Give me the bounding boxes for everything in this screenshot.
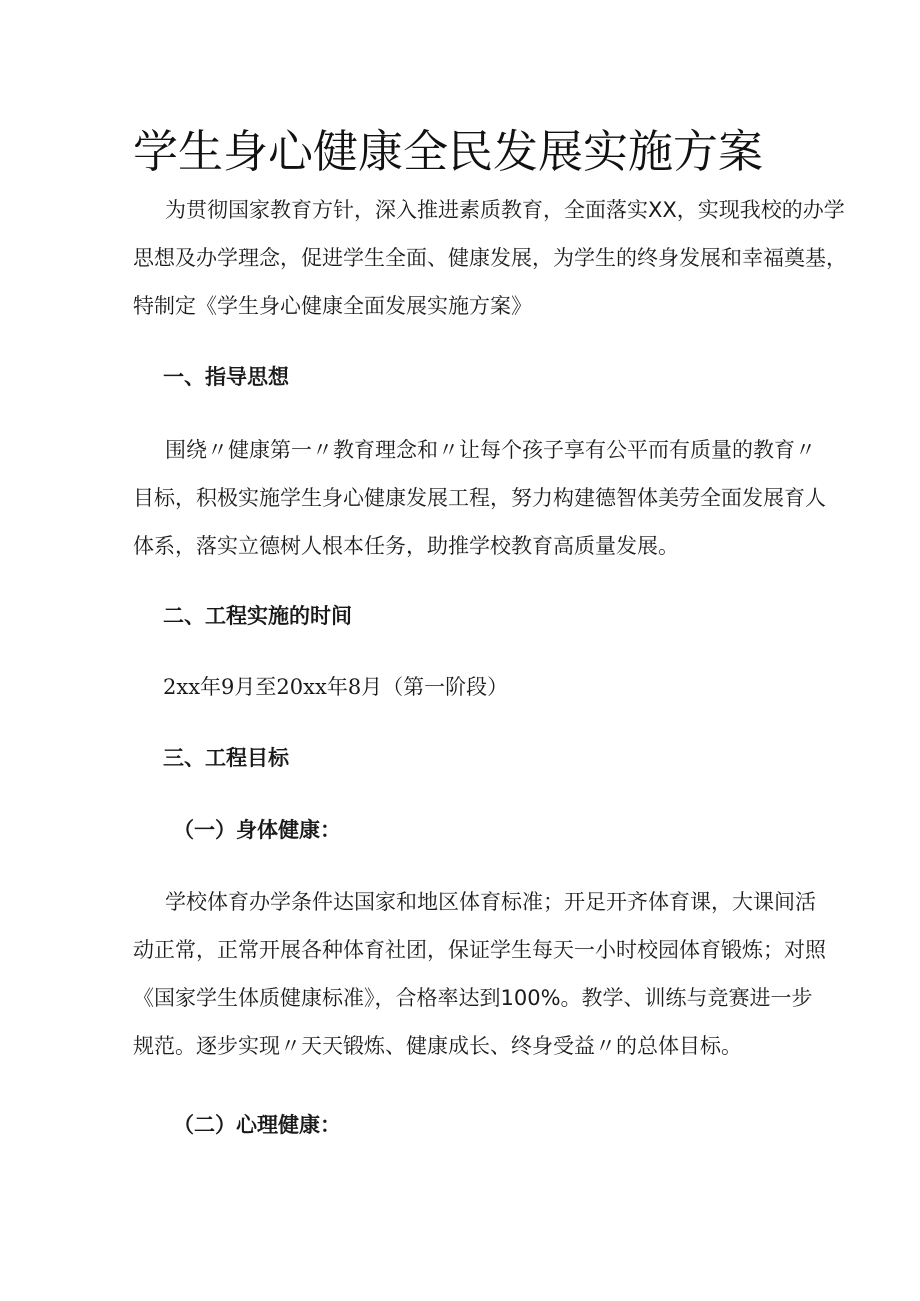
paragraph-line: 规范。逐步实现〃天天锻炼、健康成长、终身受益〃的总体目标。 (133, 1034, 742, 1058)
subsection-heading-mental-health: （二）心理健康： (173, 1113, 341, 1137)
document-title: 学生身心健康全民发展实施方案 (133, 125, 764, 178)
paragraph-line: 学校体育办学条件达国家和地区体育标准；开足开齐体育课，大课间活 (165, 890, 816, 914)
implementation-period: 2xx年9月至20xx年8月（第一阶段） (163, 675, 509, 699)
paragraph-line: 为贯彻国家教育方针，深入推进素质教育，全面落实XX，实现我校的办学 (165, 198, 845, 222)
guiding-thought-paragraph (0, 426, 920, 570)
paragraph-line: 思想及办学理念，促进学生全面、健康发展，为学生的终身发展和幸福奠基， (133, 246, 847, 270)
intro-paragraph (0, 186, 920, 330)
section-heading-guiding-thought: 一、指导思想 (163, 365, 289, 389)
paragraph-line: 特制定《学生身心健康全面发展实施方案》 (133, 294, 532, 318)
section-heading-implementation-time: 二、工程实施的时间 (163, 604, 352, 628)
section-heading-goals: 三、工程目标 (163, 746, 289, 770)
paragraph-line: 《国家学生体质健康标准》，合格率达到100%。教学、训练与竞赛进一步 (133, 986, 813, 1010)
paragraph-line: 动正常，正常开展各种体育社团，保证学生每天一小时校园体育锻炼；对照 (133, 938, 826, 962)
paragraph-line: 围绕〃健康第一〃教育理念和〃让每个孩子享有公平而有质量的教育〃 (165, 438, 816, 462)
physical-health-paragraph (0, 878, 920, 1070)
paragraph-line: 体系，落实立德树人根本任务，助推学校教育高质量发展。 (133, 534, 679, 558)
paragraph-line: 目标，积极实施学生身心健康发展工程，努力构建德智体美劳全面发展育人 (133, 486, 826, 510)
subsection-heading-physical-health: （一）身体健康： (173, 818, 341, 842)
